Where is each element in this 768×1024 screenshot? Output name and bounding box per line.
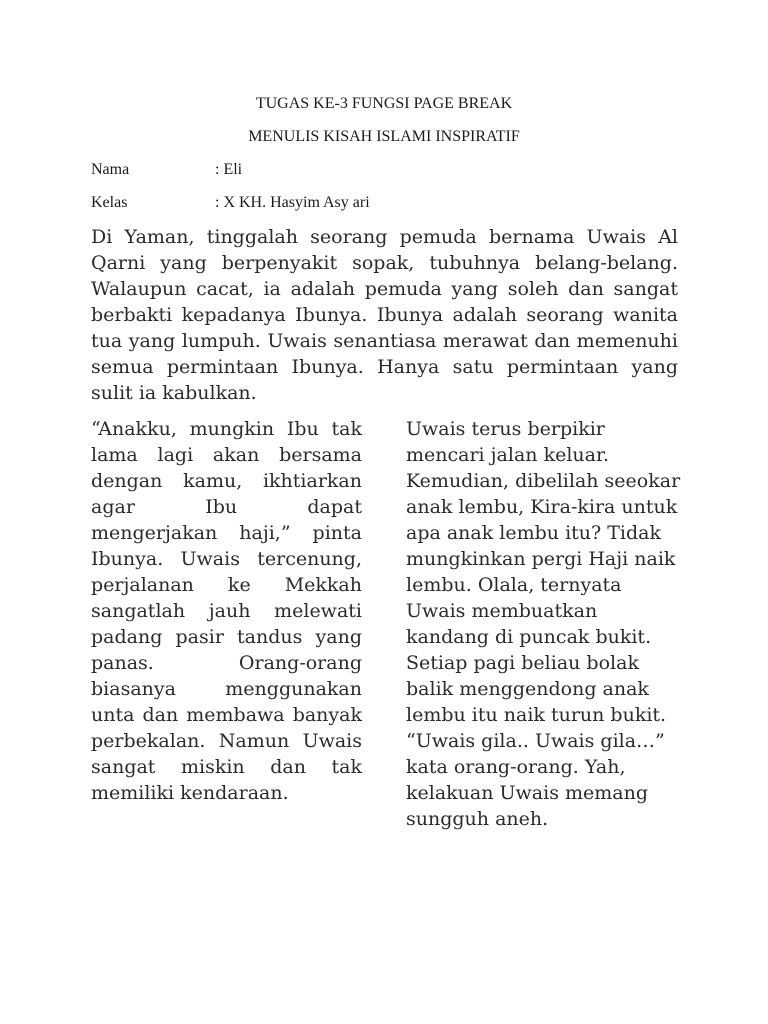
left-column-paragraph: “Anakku, mungkin Ibu tak lama lagi akan bersama dengan kamu, ikhtiarkan agar Ibu dapat mengerjakan haji,” pinta Ibunya. Uwais tercenung, perjalanan ke Mekkah sangatlah jauh melewati padang pasir tandus yang panas. Orang-orang biasanya menggunakan unta dan membawa banyak perbekalan. Namun Uwais sangat miskin dan tak memiliki kendaraan. (91, 418, 362, 804)
intro-paragraph: Di Yaman, tinggalah seorang pemuda bernama Uwais Al Qarni yang berpenyakit sopak, tubuhnya belang-belang. Walaupun cacat, ia adalah pemuda yang soleh dan sangat berbakti kepadanya Ibunya. Ibunya adalah seorang wanita tua yang lumpuh. Uwais senantiasa merawat dan memenuhi semua permintaan Ibunya. Hanya satu permintaan yang sulit ia kabulkan. (91, 226, 678, 404)
document-subtitle: MENULIS KISAH ISLAMI INSPIRATIF (248, 128, 520, 145)
nama-value: : Eli (215, 161, 243, 178)
kelas-value: : X KH. Hasyim Asy ari (215, 194, 370, 211)
document-title: TUGAS KE-3 FUNGSI PAGE BREAK (255, 95, 513, 112)
kelas-label: Kelas (91, 194, 128, 211)
nama-label: Nama (91, 161, 130, 178)
right-column-paragraph: Uwais terus berpikir mencari jalan keluar. Kemudian, dibelilah seeokar anak lembu, Kira-kira untuk apa anak lembu itu? Tidak mungkinkan pergi Haji naik lembu. Olala, ternyata Uwais membuatkan kandang di puncak bukit. Setiap pagi beliau bolak balik menggendong anak lembu itu naik turun bukit. “Uwais gila.. Uwais gila…” kata orang-orang. Yah, kelakuan Uwais memang sungguh aneh. (406, 418, 681, 830)
